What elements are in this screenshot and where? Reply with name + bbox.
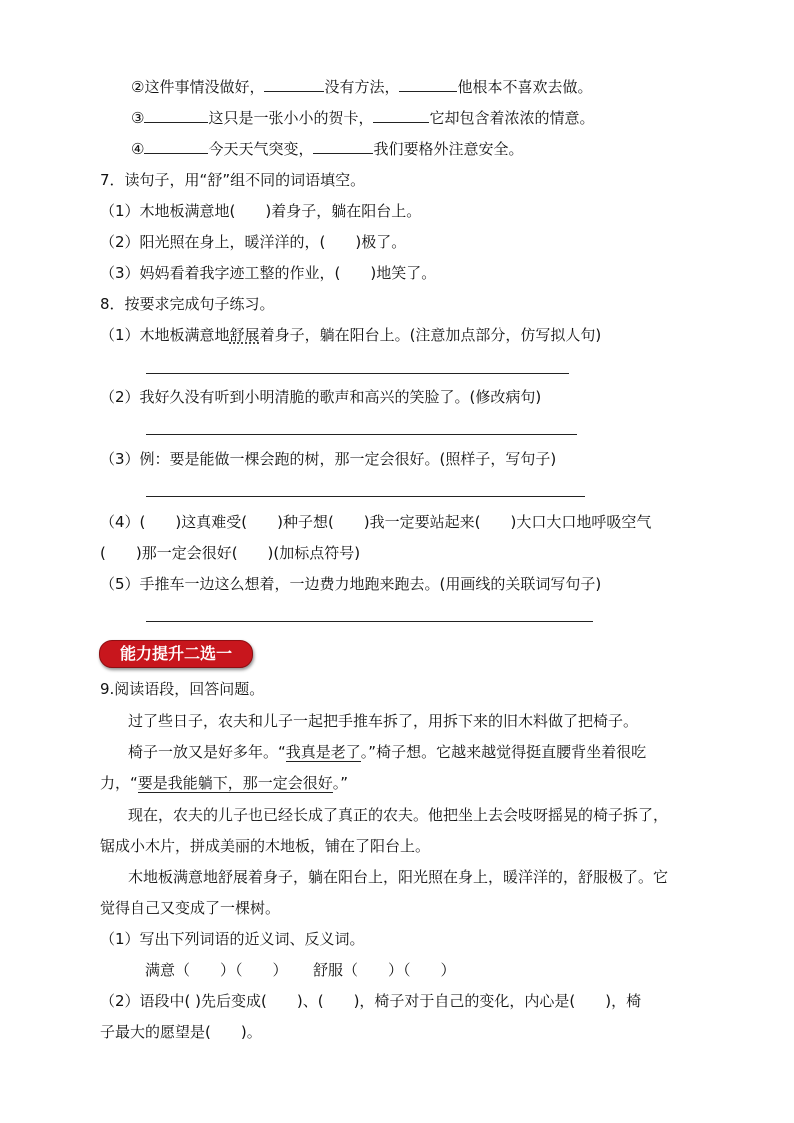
q9-underlined-phrase-1: 我真是老了 <box>285 743 361 761</box>
q9-para-4-line-2: 觉得自己又变成了一棵树。 <box>100 899 281 917</box>
q9-p2b-b: 。” <box>332 774 349 792</box>
q6-l3-text-a: ③ <box>131 109 145 127</box>
q6-line-2 <box>131 77 592 97</box>
q8-item-1 <box>100 325 601 345</box>
q9-para-1: 过了些日子，农夫和儿子一起把手推车拆了，用拆下来的旧木料做了把椅子。 <box>128 712 639 730</box>
q9-word-manyi[interactable]: 满意（ ）（ ） <box>145 961 288 979</box>
q9-word-shufu[interactable]: 舒服（ ）（ ） <box>313 961 456 979</box>
q8-item-1-dotted: 舒展 <box>229 326 260 344</box>
q6-l2-blank-1[interactable] <box>264 91 324 92</box>
q7-item-1[interactable]: （1）木地板满意地( )着身子，躺在阳台上。 <box>100 202 422 220</box>
q9-para-2-line-2 <box>100 773 348 793</box>
q8-item-1-a: （1）木地板满意地 <box>100 326 230 344</box>
q7-title: 7．读句子，用“舒”组不同的词语填空。 <box>100 171 366 189</box>
q6-line-4 <box>131 139 523 159</box>
q9-sub-1: （1）写出下列词语的近义词、反义词。 <box>100 930 365 948</box>
q6-l3-blank-2[interactable] <box>373 122 429 123</box>
q9-para-3-line-2: 锯成小木片，拼成美丽的木地板，铺在了阳台上。 <box>100 837 431 855</box>
q8-title: 8．按要求完成句子练习。 <box>100 295 275 313</box>
q6-l4-text-b: 今天天气突变， <box>208 140 314 158</box>
q6-l2-blank-2[interactable] <box>399 91 457 92</box>
q6-l4-text-a: ④ <box>131 140 145 158</box>
q9-para-4-line-1: 木地板满意地舒展着身子，躺在阳台上，阳光照在身上，暖洋洋的，舒服极了。它 <box>128 868 669 886</box>
q7-item-3[interactable]: （3）妈妈看着我字迹工整的作业，( )地笑了。 <box>100 264 437 282</box>
q6-l4-text-c: 我们要格外注意安全。 <box>373 140 524 158</box>
q9-para-2-line-1 <box>128 742 646 762</box>
q6-l3-blank-1[interactable] <box>144 122 208 123</box>
q8-item-1-b: 着身子，躺在阳台上。(注意加点部分，仿写拟人句) <box>259 326 602 344</box>
q6-l4-blank-2[interactable] <box>313 153 373 154</box>
q6-l3-text-b: 这只是一张小小的贺卡， <box>208 109 374 127</box>
answer-line-3[interactable] <box>146 496 585 497</box>
q9-p2a-b: 。”椅子想。它越来越觉得挺直腰背坐着很吃 <box>360 743 647 761</box>
q6-l2-text-b: 没有方法， <box>324 78 400 96</box>
section-badge: 能力提升二选一 <box>99 640 253 668</box>
q9-p2a-a: 椅子一放又是好多年。“ <box>128 743 286 761</box>
q8-item-4-line-1[interactable]: （4）( )这真难受( )种子想( )我一定要站起来( )大口大口地呼吸空气 <box>100 513 652 531</box>
q7-item-2[interactable]: （2）阳光照在身上，暖洋洋的，( )极了。 <box>100 233 407 251</box>
q9-underlined-phrase-2: 要是我能躺下，那一定会很好 <box>137 774 333 792</box>
q6-l2-text-c: 他根本不喜欢去做。 <box>457 78 593 96</box>
q6-l3-text-c: 它却包含着浓浓的情意。 <box>429 109 595 127</box>
q9-sub-2-line-2[interactable]: 子最大的愿望是( )。 <box>100 1023 262 1041</box>
q8-item-4-line-2[interactable]: ( )那一定会很好( )(加标点符号) <box>100 544 361 562</box>
answer-line-2[interactable] <box>146 434 577 435</box>
q8-item-3: （3）例：要是能做一棵会跑的树，那一定会很好。(照样子，写句子) <box>100 450 557 468</box>
answer-line-5[interactable] <box>146 621 593 622</box>
q9-title: 9.阅读语段，回答问题。 <box>100 680 265 698</box>
q8-item-5: （5）手推车一边这么想着，一边费力地跑来跑去。(用画线的关联词写句子) <box>100 575 602 593</box>
q6-l2-text-a: ②这件事情没做好， <box>131 78 265 96</box>
q8-item-2: （2）我好久没有听到小明清脆的歌声和高兴的笑脸了。(修改病句) <box>100 388 542 406</box>
answer-line-1[interactable] <box>146 373 569 374</box>
q9-para-3-line-1: 现在，农夫的儿子也已经长成了真正的农夫。他把坐上去会吱呀摇晃的椅子拆了， <box>128 806 669 824</box>
q6-line-3 <box>131 108 594 128</box>
q9-p2b-a: 力，“ <box>100 774 138 792</box>
q6-l4-blank-1[interactable] <box>144 153 208 154</box>
q9-sub-2-line-1[interactable]: （2）语段中( )先后变成( )、( )，椅子对于自己的变化，内心是( )，椅 <box>100 992 642 1010</box>
